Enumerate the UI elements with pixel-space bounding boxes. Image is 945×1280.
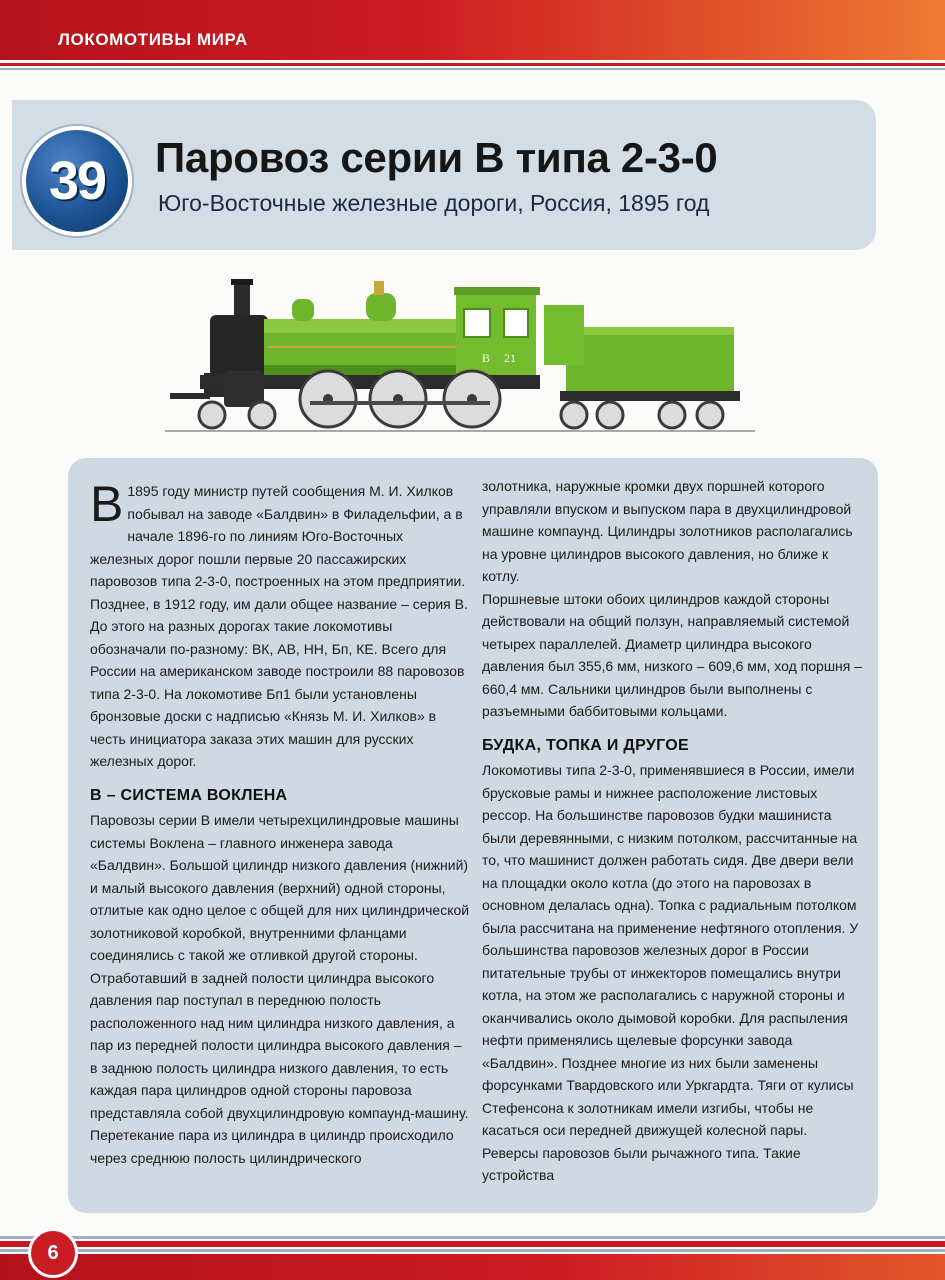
text-column-right — [482, 475, 864, 1187]
locomotive-number-badge — [22, 126, 132, 236]
intro-text: 1895 году министр путей сообщения М. И. Хилков побывал на заводе «Балдвин» в Филадельфии, а в начале 1896-го по линиям Юго-Восточных железных дорог пошли первые 20 пассажирских паровозов типа 2-3-0, построенных на этом предприятии. Позднее, в 1912 году, им дали общее название – серия В. До этого на разных дорогах такие локомотивы обозначали по-разному: ВК, АВ, НН, Бп, КЕ. Всего для России на американском заводе построили 88 паровозов типа 2-3-0. На локомотиве Бп1 были установлены бронзовые доски с надписью «Князь М. И. Хилков» в честь инициатора заказа этих машин для русских железных дорог. — [90, 483, 468, 769]
section-text-cab: Локомотивы типа 2-3-0, применявшиеся в России, имели брусковые рамы и нижнее расположение листовых рессор. На большинстве паровозов будки машиниста были деревянными, с низким потолком, рассчитанные на то, что машинист должен работать сидя. Две двери вели на площадки около котла (до этого на паровозах в основном делалась одна). Топка с радиальным потолком была рассчитана на применение нефтяного отопления. У большинства паровозов железных дорог в России питательные трубы от инжекторов помещались внутри котла, на этом же располагались с наружной стороны и оканчивались около дымовой коробки. Для распыления нефти применялись щелевые форсунки завода «Балдвин». Позднее многие из них были заменены форсунками Твардовского или Уркгардта. Тяги от кулисы Стефенсона к золотникам имели изгибы, чтобы не касаться оси передней движущей колесной пары. Реверсы паровозов были рычажного типа. Такие устройства — [482, 762, 859, 1183]
page-number: 6 — [28, 1228, 78, 1278]
locomotive-illustration — [160, 275, 760, 440]
number-plate-num: 21 — [504, 351, 516, 365]
series-title: ЛОКОМОТИВЫ МИРА — [58, 30, 248, 49]
top-stripes — [0, 60, 945, 72]
section-heading-cab: БУДКА, ТОПКА И ДРУГОЕ — [482, 736, 689, 754]
page-subtitle: Юго-Восточные железные дороги, Россия, 1895 год — [158, 190, 710, 216]
number-plate-letter: В — [482, 351, 491, 365]
bottom-stripes — [0, 1236, 945, 1280]
top-banner — [0, 0, 945, 64]
continued-paragraph: золотника, наружные кромки двух поршней которого управляли впуском и выпуском пара в двухцилиндровой машине компаунд. Цилиндры золотников располагались на уровне цилиндров высокого давления, но ближе к котлу. — [482, 478, 853, 584]
page-title: Паровоз серии В типа 2-3-0 — [155, 134, 718, 181]
intro-paragraph — [90, 476, 470, 773]
piston-paragraph: Поршневые штоки обоих цилиндров каждой стороны действовали на общий ползун, направляемый системой четырех параллелей. Диаметр цилиндра высокого давления был 355,6 мм, низкого – 609,6 мм, ход поршня – 660,4 мм. Сальники цилиндров были выполнены с разъемными баббитовыми кольцами. — [482, 590, 863, 719]
locomotive-number: 39 — [48, 151, 106, 211]
text-column-left — [90, 476, 470, 1169]
drop-cap: В — [90, 476, 124, 532]
section-heading-vauclain: В – СИСТЕМА ВОКЛЕНА — [90, 786, 288, 804]
section-text-vauclain: Паровозы серии В имели четырехцилиндровые машины системы Воклена – главного инженера завода «Балдвин». Большой цилиндр низкого давления (нижний) и малый высокого давления (верхний) одной стороны, отлитые как одно целое с общей для них цилиндрической золотниковой коробкой, внутренними фланцами соединялись с такой же отливкой другой стороны. Отработавший в задней полости цилиндра высокого давления пар поступал в переднюю полость расположенного над ним цилиндра низкого давления, а пар из передней полости цилиндра высокого давления – в заднюю полость цилиндра низкого давления, то есть каждая пара цилиндров одной стороны паровоза представляла собой двухцилиндровую компаунд-машину. Перетекание пара из цилиндра в цилиндр происходило через среднюю полость цилиндрического — [90, 812, 470, 1166]
